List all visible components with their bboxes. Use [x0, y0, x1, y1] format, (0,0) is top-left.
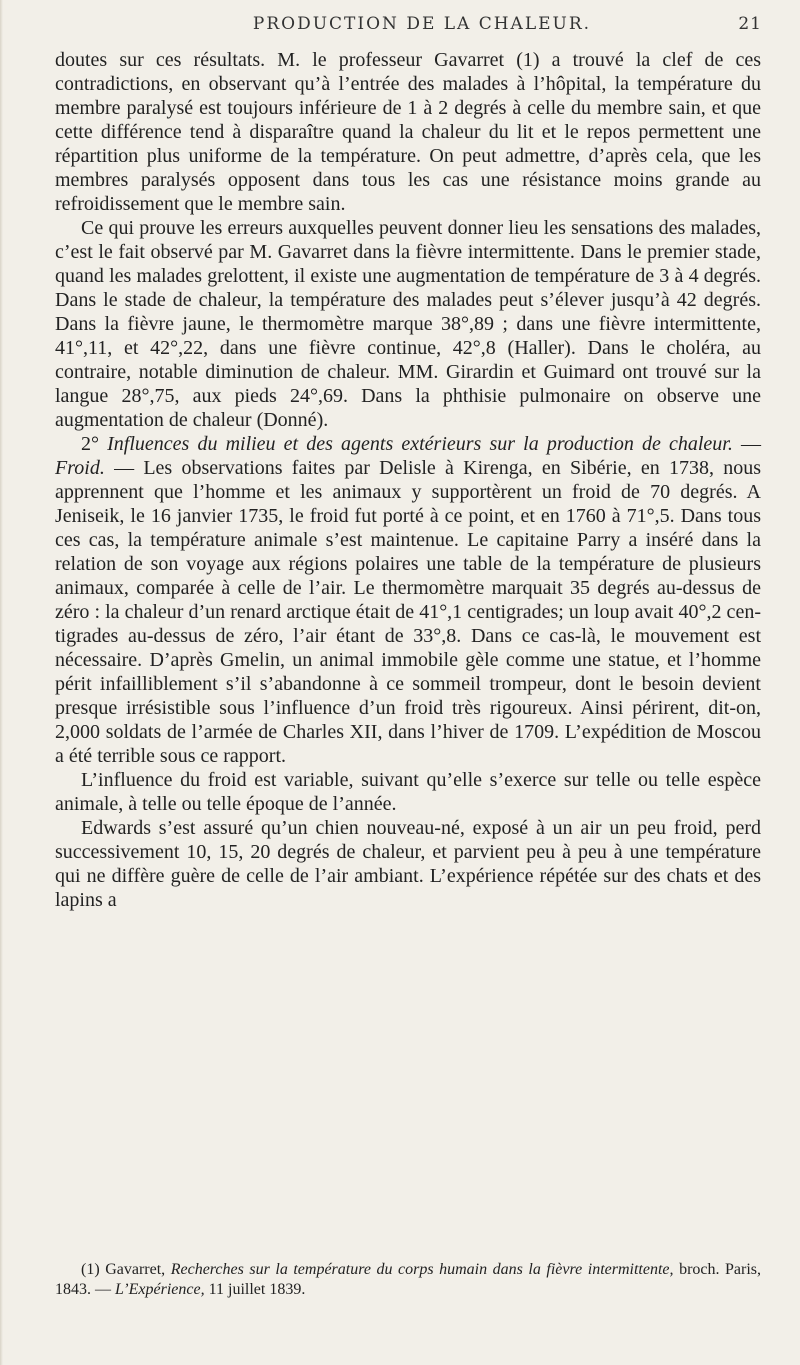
running-header — [82, 14, 762, 40]
main-text — [55, 48, 761, 912]
page-number: 21 — [738, 14, 762, 34]
section-dash: — — [741, 433, 761, 455]
section-title: Influences du milieu et des agents extérieurs sur la production de chaleur. — [107, 433, 733, 455]
paragraph-4: L’influence du froid est variable, suivant qu’elle s’exerce sur telle ou telle espèce animale, à telle ou telle époque de l’année. — [55, 769, 761, 815]
footnote-author: Gavarret, — [105, 1261, 166, 1278]
footnote-title: Recherches sur la température du corps humain dans la fièvre intermittente, — [170, 1261, 674, 1278]
footnote — [55, 1244, 761, 1316]
section-subtitle: Froid. — [55, 457, 105, 479]
footnote-publication: broch. Paris, 1843. — — [55, 1261, 762, 1298]
paragraph-2: Ce qui prouve les erreurs auxquelles peuvent donner lieu les sensations des malades, c’est le fait observé par M. Gavarret dans la fièvre intermittente. Dans le premier stade, quand les malades grelottent, il existe une augmentation de température de 3 à 4 degrés. Dans le stade de chaleur, la température des malades peut s’élever jusqu’à 42 degrés. Dans la fièvre jaune, le thermomètre marque 38°,89 ; dans une fièvre intermittente, 41°,11, et 42°,22, dans une fièvre continue, 42°,8 (Haller). Dans le choléra, au contraire, notable diminution de chaleur. MM. Girardin et Guimard ont trouvé sur la langue 28°,75, aux pieds 24°,69. Dans la phthisie pulmonaire on observe une augmentation de chaleur (Donné). — [55, 217, 761, 431]
footnote-marker: (1) — [81, 1261, 100, 1278]
footnote-date: 11 juillet 1839. — [208, 1281, 306, 1298]
paragraph-5: Edwards s’est assuré qu’un chien nouveau-né, exposé à un air un peu froid, perd successivement 10, 15, 20 degrés de chaleur, et parvient peu à peu à une température qui ne diffère guère de celle de l’air ambiant. L’expérience répétée sur des chats et des lapins a — [55, 817, 761, 911]
page-edge — [0, 0, 3, 1365]
running-title: PRODUCTION DE LA CHALEUR. — [252, 14, 592, 34]
section-number: 2° — [81, 433, 99, 455]
paragraph-3 — [55, 432, 761, 768]
section-text: — Les observations faites par Delisle à Kirenga, en Sibérie, en 1738, nous apprennent que l’homme et les animaux y supportèrent un froid de 70 degrés. A Jeniseik, le 16 janvier 1735, le froid fut porté à ce point, et en 1760 à 71°,5. Dans tous ces cas, la température animale s’est maintenue. Le capitaine Parry a inséré dans la relation de son voyage aux régions polaires une table de la température de plusieurs animaux, comparée à celle de l’air. Le thermomètre marquait 35 degrés au-dessus de zéro : la chaleur d’un renard arctique était de 41°,1 centigrades; un loup avait 40°,2 centigrades au-dessus de zéro, l’air étant de 33°,8. Dans ce cas-là, le mouvement est nécessaire. D’après Gmelin, un animal immobile gèle comme une statue, et l’homme périt infailliblement s’il s’abandonne à ce sommeil trompeur, dont le besoin devient presque irrésistible sous l’influence d’un froid très rigoureux. Ainsi périrent, dit-on, 2,000 soldats de l’armée de Charles XII, dans l’hiver de 1709. L’expédition de Moscou a été terrible sous ce rapport. — [55, 457, 761, 767]
footnote-journal: L’Expérience, — [115, 1281, 205, 1298]
paragraph-1: doutes sur ces résultats. M. le professeur Gavarret (1) a trouvé la clef de ces contradictions, en observant qu’à l’entrée des malades à l’hôpital, la température du membre paralysé est toujours inférieure de 1 à 2 degrés à celle du membre sain, et que cette différence tend à disparaître quand la chaleur du lit et le repos permettent une répartition plus uniforme de la température. On peut admettre, d’après cela, que les membres paralysés opposent dans tous les cas une résistance moins grande au refroidissement que le membre sain. — [55, 49, 761, 215]
